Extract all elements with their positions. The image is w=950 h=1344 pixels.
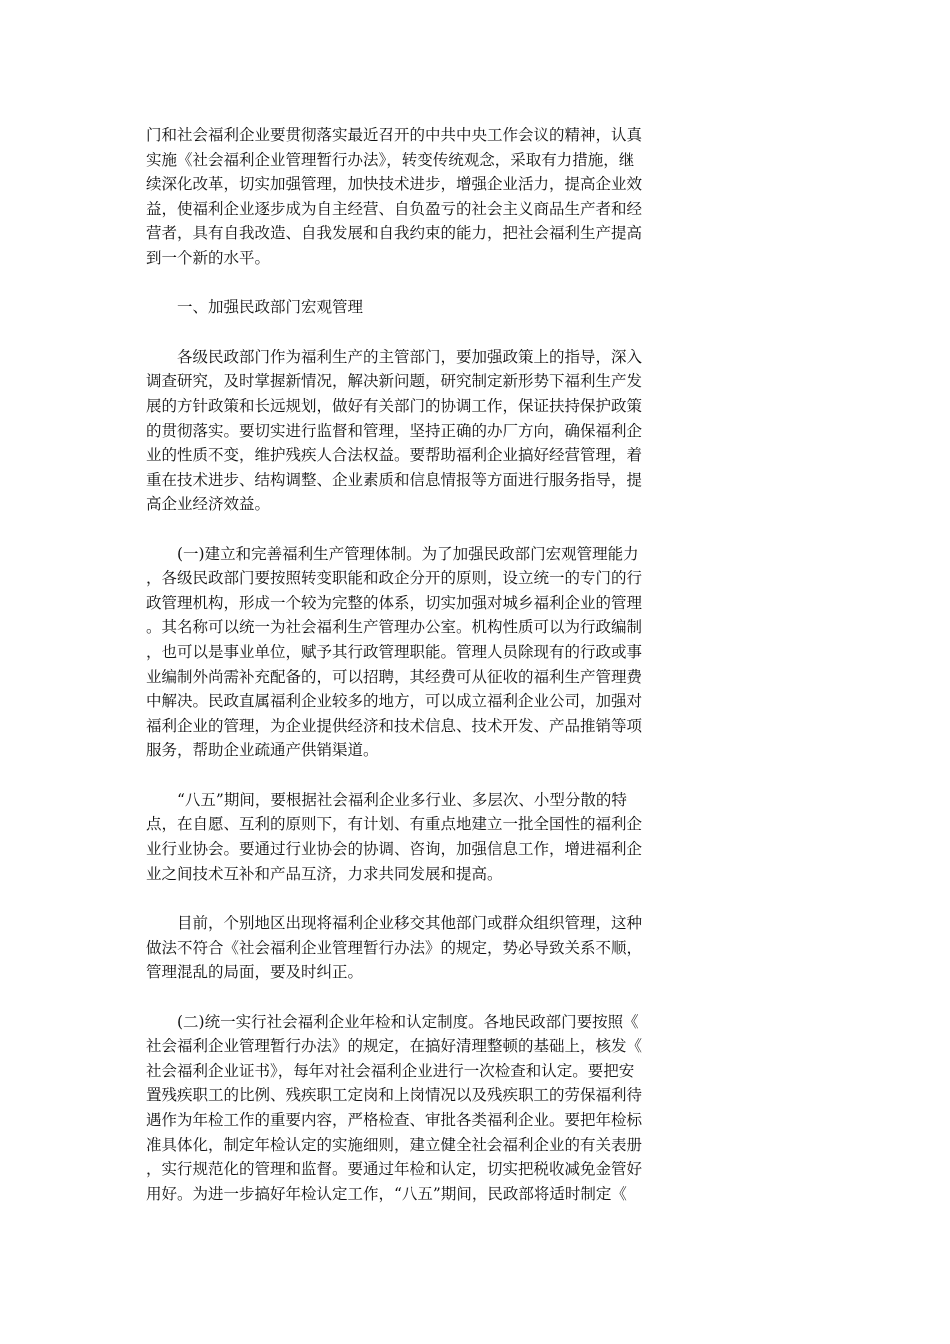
text-line: 社会福利企业管理暂行办法》的规定，在搞好清理整顿的基础上，核发《 (146, 1037, 643, 1056)
body-paragraph (146, 911, 686, 985)
section-heading (146, 295, 686, 320)
text-line: 业的性质不变，维护残疾人合法权益。要帮助福利企业搞好经营管理，着 (146, 446, 643, 465)
text-line: 点，在自愿、互利的原则下，有计划、有重点地建立一批全国性的福利企 (146, 815, 643, 834)
document-body (146, 123, 686, 1231)
intro-paragraph (146, 123, 686, 271)
text-line: 目前，个别地区出现将福利企业移交其他部门或群众组织管理，这种 (177, 914, 643, 933)
text-line: (一)建立和完善福利生产管理体制。为了加强民政部门宏观管理能力 (177, 544, 639, 563)
body-paragraph (146, 788, 686, 886)
text-line: 做法不符合《社会福利企业管理暂行办法》的规定，势必导致关系不顺， (146, 938, 643, 957)
text-line: 益，使福利企业逐步成为自主经营、自负盈亏的社会主义商品生产者和经 (146, 199, 643, 218)
text-line: 管理混乱的局面，要及时纠正。 (146, 963, 364, 982)
text-line: 续深化改革，切实加强管理，加快技术进步，增强企业活力，提高企业效 (146, 175, 643, 194)
text-line: 到一个新的水平。 (146, 248, 271, 267)
text-line: 遇作为年检工作的重要内容，严格检查、审批各类福利企业。要把年检标 (146, 1110, 643, 1129)
text-line: 重在技术进步、结构调整、企业素质和信息情报等方面进行服务指导，提 (146, 470, 643, 489)
text-line: 业编制外尚需补充配备的，可以招聘，其经费可从征收的福利生产管理费 (146, 667, 643, 686)
text-line: 业行业协会。要通过行业协会的协调、咨询，加强信息工作，增进福利企 (146, 840, 643, 859)
text-line: 服务，帮助企业疏通产供销渠道。 (146, 741, 379, 760)
text-line: 营者，具有自我改造、自我发展和自我约束的能力，把社会福利生产提高 (146, 224, 643, 243)
text-line: 置残疾职工的比例、残疾职工定岗和上岗情况以及残疾职工的劳保福利待 (146, 1086, 643, 1105)
subsection-paragraph (146, 542, 686, 763)
text-line: 各级民政部门作为福利生产的主管部门，要加强政策上的指导，深入 (177, 347, 643, 366)
text-line: 业之间技术互补和产品互济，力求共同发展和提高。 (146, 864, 503, 883)
text-line: 中解决。民政直属福利企业较多的地方，可以成立福利企业公司，加强对 (146, 692, 643, 711)
text-line: ，也可以是事业单位，赋予其行政管理职能。管理人员除现有的行政或事 (146, 643, 643, 662)
subsection-paragraph (146, 1010, 686, 1207)
text-line: 的贯彻落实。要切实进行监督和管理，坚持正确的办厂方向，确保福利企 (146, 421, 643, 440)
text-line: 用好。为进一步搞好年检认定工作，“八五”期间，民政部将适时制定《 (146, 1184, 627, 1203)
text-line: 门和社会福利企业要贯彻落实最近召开的中共中央工作会议的精神，认真 (146, 126, 643, 144)
text-line: 实施《社会福利企业管理暂行办法》，转变传统观念，采取有力措施，继 (146, 150, 635, 169)
text-line: “八五”期间，要根据社会福利企业多行业、多层次、小型分散的特 (177, 790, 627, 809)
text-line: 高企业经济效益。 (146, 495, 271, 514)
text-line: 调查研究，及时掌握新情况，解决新问题，研究制定新形势下福利生产发 (146, 372, 643, 391)
text-line: 准具体化，制定年检认定的实施细则，建立健全社会福利企业的有关表册 (146, 1135, 643, 1154)
text-line: ，实行规范化的管理和监督。要通过年检和认定，切实把税收减免金管好 (146, 1160, 643, 1179)
text-line: ，各级民政部门要按照转变职能和政企分开的原则，设立统一的专门的行 (146, 569, 643, 588)
body-paragraph (146, 345, 686, 517)
text-line: 社会福利企业证书》，每年对社会福利企业进行一次检查和认定。要把安 (146, 1061, 635, 1080)
heading-text: 一、加强民政部门宏观管理 (177, 298, 364, 317)
text-line: (二)统一实行社会福利企业年检和认定制度。各地民政部门要按照《 (177, 1012, 639, 1031)
text-line: 政管理机构，形成一个较为完整的体系，切实加强对城乡福利企业的管理 (146, 593, 643, 612)
text-line: 展的方针政策和长远规划，做好有关部门的协调工作，保证扶持保护政策 (146, 396, 643, 415)
text-line: 福利企业的管理，为企业提供经济和技术信息、技术开发、产品推销等项 (146, 716, 643, 735)
text-line: 。其名称可以统一为社会福利生产管理办公室。机构性质可以为行政编制 (146, 618, 643, 637)
